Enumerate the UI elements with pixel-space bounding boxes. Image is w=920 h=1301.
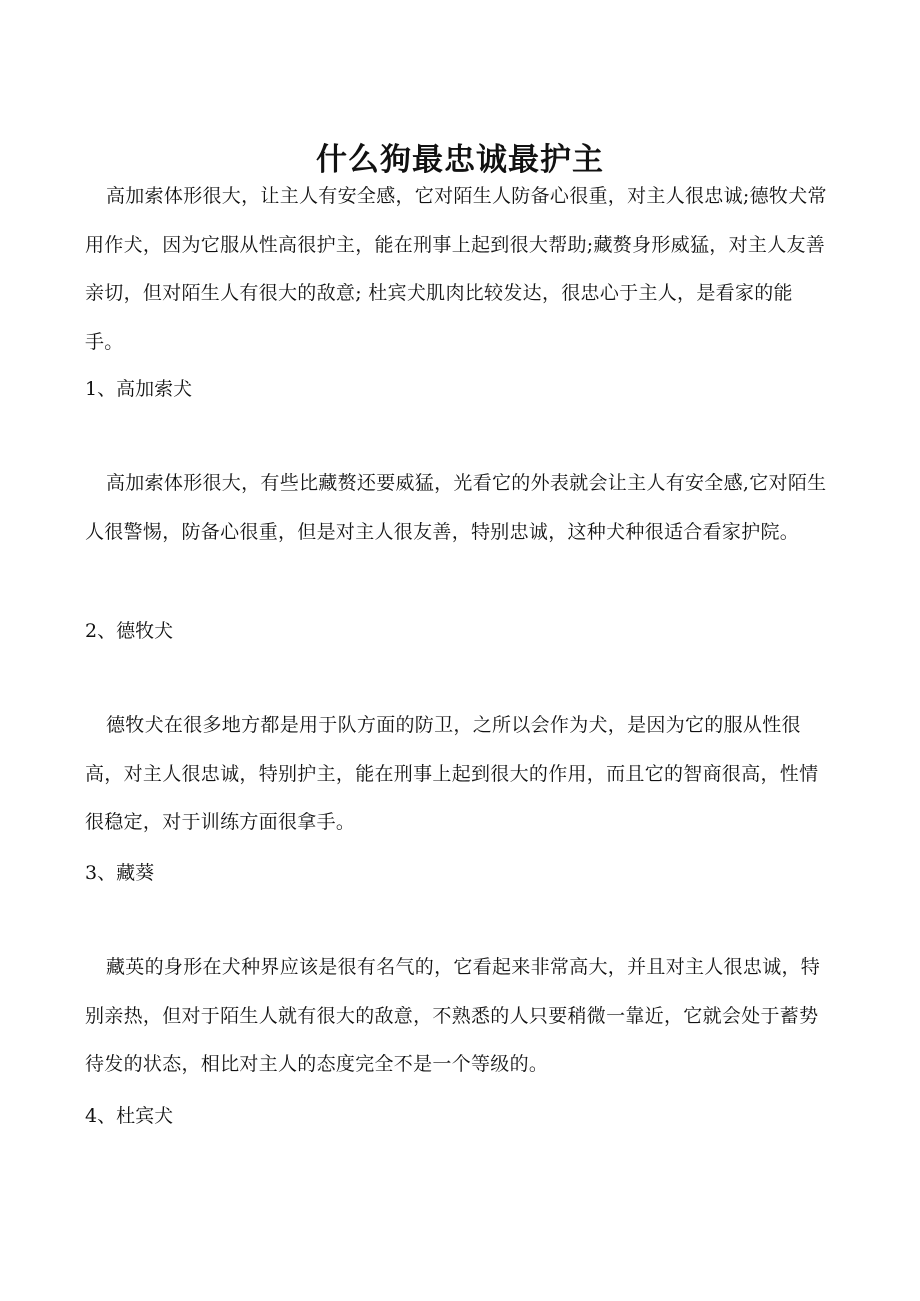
section-body-german-shepherd: 德牧犬在很多地方都是用于队方面的防卫，之所以会作为犬，是因为它的服从性很高，对主人很忠诚，特别护主，能在刑事上起到很大的作用，而且它的智商很高，性情很稳定，对于训练方面很拿手。 bbox=[85, 714, 819, 833]
section-body-caucasian: 高加索体形很大，有些比藏赘还要威猛，光看它的外表就会让主人有安全感,它对陌生人很警惕，防备心很重，但是对主人很友善，特别忠诚，这种犬种很适合看家护院。 bbox=[85, 472, 827, 543]
section-heading-doberman: 4、杜宾犬 bbox=[85, 1105, 174, 1127]
section-heading-tibetan-mastiff: 3、藏葵 bbox=[85, 862, 155, 884]
section-heading-german-shepherd: 2、德牧犬 bbox=[85, 620, 174, 642]
section-heading-caucasian: 1、高加索犬 bbox=[85, 378, 193, 400]
document-title: 什么狗最忠诚最护主 bbox=[316, 141, 604, 178]
section-body-tibetan-mastiff: 藏英的身形在犬种界应该是很有名气的，它看起来非常高大，并且对主人很忠诚，特别亲热，但对于陌生人就有很大的敌意，不熟悉的人只要稍微一靠近，它就会处于蓄势待发的状态，相比对主人的态度完全不是一个等级的。 bbox=[85, 956, 821, 1075]
intro-paragraph: 高加索体形很大，让主人有安全感，它对陌生人防备心很重，对主人很忠诚;德牧犬常用作犬，因为它服从性高很护主，能在刑事上起到很大帮助;藏赘身形威猛，对主人友善亲切，但对陌生人有很大的敌意; 杜宾犬肌肉比较发达，很忠心于主人，是看家的能手。 bbox=[85, 185, 827, 353]
